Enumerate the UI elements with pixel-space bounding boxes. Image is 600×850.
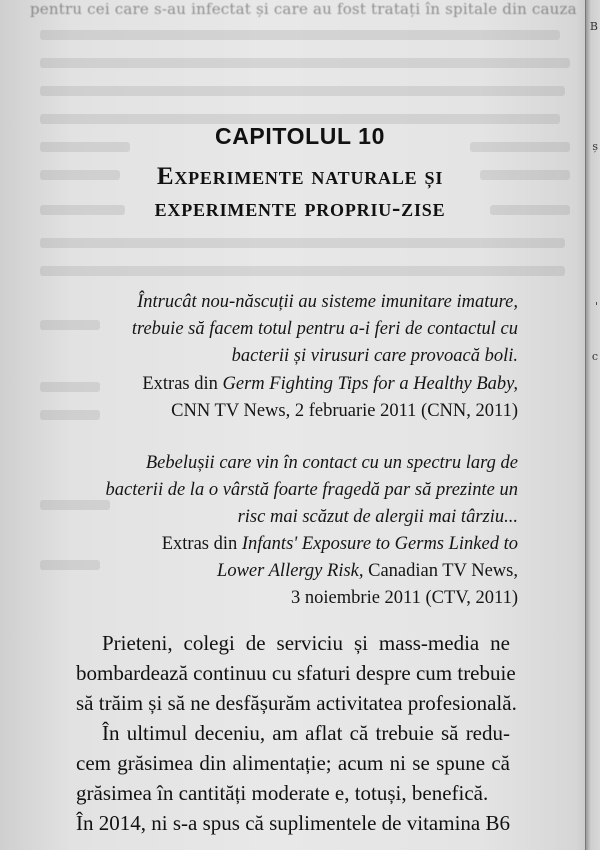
- previous-text-fragment: pentru cei care s-au infectat și care au fost tratați în spitale din cauza: [30, 0, 577, 18]
- body-line: bombardează continuu cu sfaturi despre cum trebuie: [76, 661, 516, 685]
- epigraph-1-quote: [48, 289, 518, 370]
- body-line: grăsimea în cantități moderate e, totuși, benefică.: [76, 781, 489, 805]
- source-title: Lower Allergy Risk,: [217, 561, 364, 581]
- body-line: să trăim și să ne desfășurăm activitatea profesională.: [76, 691, 517, 715]
- epigraph-1-source: [48, 371, 518, 425]
- body-line: cem grăsimea din alimentație; acum ni se spune că: [76, 751, 510, 775]
- chapter-title-line-1: Experimente naturale și: [156, 163, 444, 190]
- source-prefix: Extras din: [161, 534, 242, 554]
- body-line: În ultimul deceniu, am aflat că trebuie să redu-: [102, 721, 510, 745]
- chapter-title-line-2: experimente propriu-zise: [154, 195, 446, 222]
- epigraph-2-source: [48, 531, 518, 612]
- source-title: Infants' Exposure to Germs Linked to: [241, 534, 518, 554]
- source-title: Germ Fighting Tips for a Healthy Baby,: [222, 374, 518, 394]
- chapter-label: CAPITOLUL 10: [215, 123, 385, 149]
- facing-page-edge: B ș ' c: [585, 0, 600, 850]
- body-text: [76, 628, 517, 838]
- epigraph-1-quote-line: Întrucât nou-născuții au sisteme imunitare imature,: [137, 292, 518, 312]
- epigraph-2-quote-line: bacterii de la o vârstă foarte fragedă par să prezinte un: [105, 480, 518, 500]
- epigraph-2-quote-line: Bebelușii care vin în contact cu un spectru larg de: [145, 453, 518, 473]
- source-prefix: Extras din: [142, 374, 223, 394]
- source-details: Canadian TV News,: [363, 561, 518, 581]
- epigraph-2-quote: [48, 450, 518, 531]
- epigraph-1-quote-line: bacterii și virusuri care provoacă boli.: [231, 346, 518, 366]
- source-details: CNN TV News, 2 februarie 2011 (CNN, 2011): [171, 401, 518, 421]
- body-line: În 2014, ni s-a spus că suplimentele de vitamina B6: [76, 811, 510, 835]
- body-line: Prieteni, colegi de serviciu și mass-media ne: [102, 631, 510, 655]
- epigraph-1-quote-line: trebuie să facem totul pentru a-i feri de contactul cu: [131, 319, 518, 339]
- source-details: 3 noiembrie 2011 (CTV, 2011): [291, 588, 518, 608]
- epigraph-2-quote-line: risc mai scăzut de alergii mai târziu...: [237, 507, 518, 527]
